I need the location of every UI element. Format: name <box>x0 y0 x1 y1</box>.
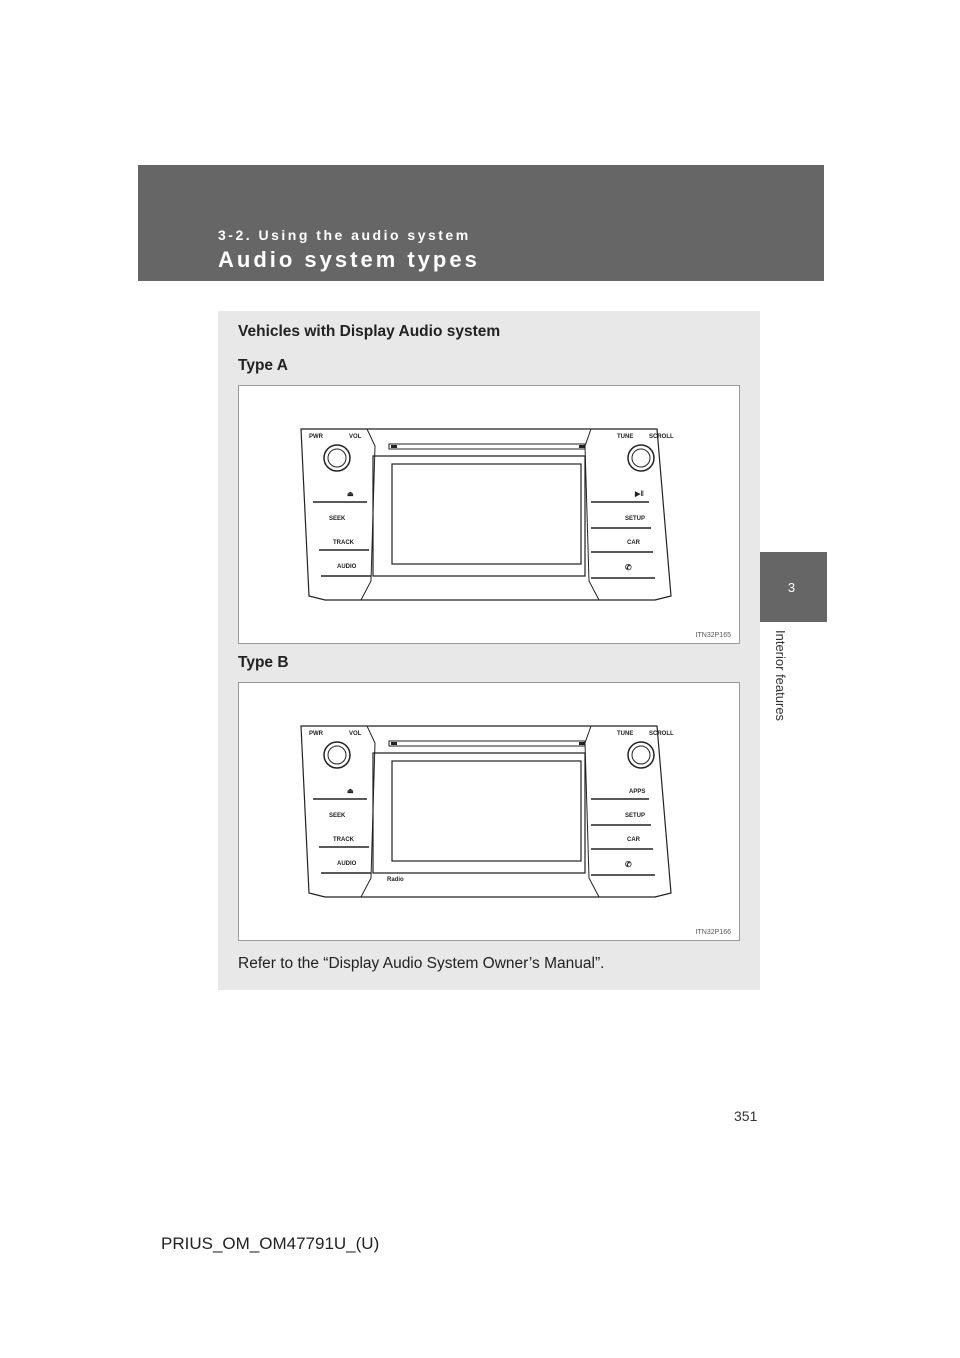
car-label: CAR <box>627 837 640 843</box>
chapter-tab[interactable] <box>756 552 827 622</box>
content-box <box>218 311 760 990</box>
tune-label: TUNE <box>617 434 634 440</box>
seek-label: SEEK <box>329 813 346 819</box>
document-code: PRIUS_OM_OM47791U_(U) <box>161 1234 380 1253</box>
pwr-label: PWR <box>309 434 323 440</box>
type-a-label: Type A <box>238 357 288 374</box>
play-pause-icon: ▶‖ <box>635 491 644 498</box>
phone-icon: ✆ <box>625 563 632 572</box>
phone-icon: ✆ <box>625 860 632 869</box>
track-label: TRACK <box>333 540 354 546</box>
page-title: Audio system types <box>218 247 480 272</box>
setup-label: SETUP <box>625 813 646 819</box>
chapter-number: 3 <box>787 580 796 595</box>
vol-label: VOL <box>349 731 362 737</box>
chapter-label: Interior features <box>773 630 788 722</box>
audio-unit-a-illustration <box>239 386 741 645</box>
figure-type-b <box>238 682 740 941</box>
eject-icon: ⏏ <box>347 788 354 795</box>
scroll-label: SCROLL <box>649 731 674 737</box>
audio-label: AUDIO <box>337 564 357 570</box>
content-heading: Vehicles with Display Audio system <box>238 323 501 340</box>
figure-id: ITN32P165 <box>695 632 731 639</box>
chapter-header <box>138 165 824 281</box>
setup-label: SETUP <box>625 516 646 522</box>
track-label: TRACK <box>333 837 354 843</box>
page-number: 351 <box>734 1108 758 1124</box>
audio-label: AUDIO <box>337 861 357 867</box>
hd-radio-label: Radio <box>387 877 404 883</box>
apps-label: APPS <box>629 789 646 795</box>
audio-unit-b-illustration <box>239 683 741 942</box>
section-label: 3-2. Using the audio system <box>218 227 471 243</box>
car-label: CAR <box>627 540 640 546</box>
seek-label: SEEK <box>329 516 346 522</box>
pwr-label: PWR <box>309 731 323 737</box>
tune-label: TUNE <box>617 731 634 737</box>
eject-icon: ⏏ <box>347 491 354 498</box>
vol-label: VOL <box>349 434 362 440</box>
type-b-label: Type B <box>238 654 289 671</box>
scroll-label: SCROLL <box>649 434 674 440</box>
figure-type-a <box>238 385 740 644</box>
figure-id: ITN32P166 <box>695 929 731 936</box>
reference-note: Refer to the “Display Audio System Owner’s Manual”. <box>238 955 605 972</box>
